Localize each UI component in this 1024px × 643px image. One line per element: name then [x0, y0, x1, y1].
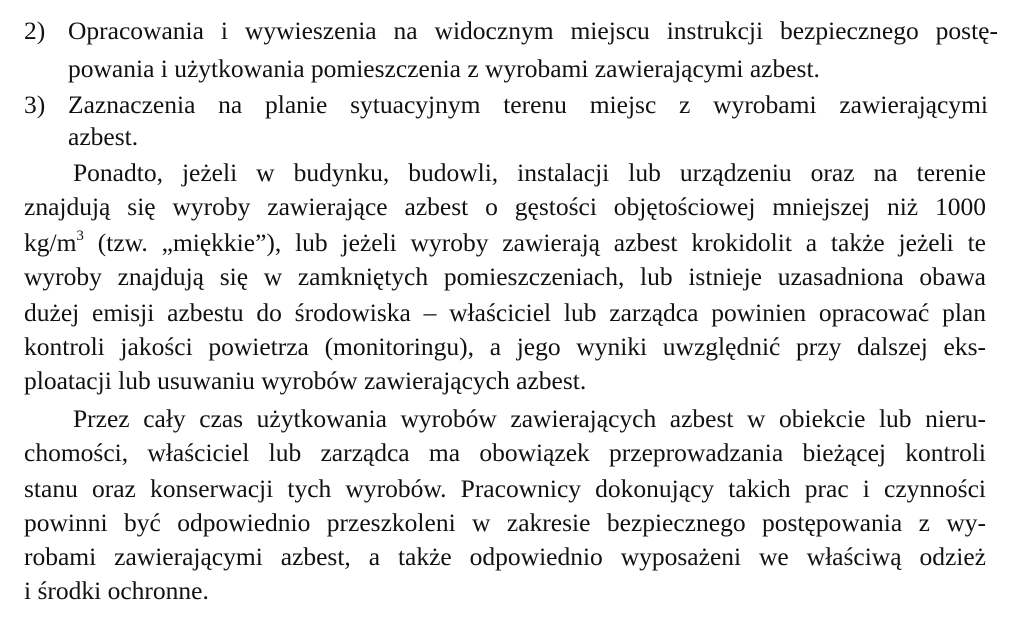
paragraph-text-line: Przez cały czas użytkowania wyrobów zawierających azbest w obiekcie lub nieru-	[73, 404, 986, 433]
list-item-2-continuation	[0, 52, 1024, 86]
unit-base: kg/m	[24, 228, 77, 257]
list-number: 3)	[24, 90, 46, 119]
list-item-2	[0, 14, 1024, 48]
paragraph-text-line: chomości, właściciel lub zarządca ma obowiązek przeprowadzania bieżącej kontroli	[24, 438, 986, 467]
paragraph-1-line	[0, 156, 1024, 190]
paragraph-1-line	[0, 190, 1024, 224]
paragraph-text-line: robami zawierającymi azbest, a także odpowiednio wyposażeni we właściwą odzież	[24, 542, 986, 571]
paragraph-text-line: powinni być odpowiednio przeszkoleni w zakresie bezpiecznego postępowania z wy-	[24, 508, 986, 537]
paragraph-text-line: dużej emisji azbestu do środowiska – właściciel lub zarządca powinien opracować plan	[24, 298, 986, 327]
paragraph-1-line	[0, 364, 1024, 398]
paragraph-1-line	[0, 226, 1024, 260]
unit-exponent: 3	[76, 228, 84, 244]
list-number: 2)	[24, 16, 46, 45]
paragraph-text-line: wyroby znajdują się w zamkniętych pomieszczeniach, lub istnieje uzasadniona obawa	[24, 262, 986, 291]
paragraph-2-line	[0, 436, 1024, 470]
list-item-text-line: Opracowania i wywieszenia na widocznym miejscu instrukcji bezpiecznego postę-	[68, 16, 998, 45]
paragraph-2-line	[0, 402, 1024, 436]
paragraph-text-fragment: (tzw. „miękkie”), lub jeżeli wyroby zawierają azbest krokidolit a także jeżeli te	[83, 228, 986, 257]
paragraph-1-line	[0, 330, 1024, 364]
paragraph-1-line	[0, 296, 1024, 330]
list-item-3-continuation	[0, 120, 1024, 154]
paragraph-text-line: kontroli jakości powietrza (monitoringu), a jego wyniki uwzględnić przy dalszej eks-	[24, 332, 986, 361]
list-item-3	[0, 88, 1024, 122]
paragraph-text-line: ploatacji lub usuwaniu wyrobów zawierających azbest.	[24, 366, 587, 395]
paragraph-2-line	[0, 540, 1024, 574]
paragraph-text-line: znajdują się wyroby zawierające azbest o gęstości objętościowej mniejszej niż 1000	[24, 192, 986, 221]
paragraph-2-line	[0, 574, 1024, 608]
paragraph-text-line: stanu oraz konserwacji tych wyrobów. Pracownicy dokonujący takich prac i czynności	[24, 474, 986, 503]
list-item-text-line: azbest.	[68, 122, 139, 151]
list-item-text-line: powania i użytkowania pomieszczenia z wyrobami zawierającymi azbest.	[68, 54, 820, 83]
paragraph-text-line: i środki ochronne.	[24, 576, 209, 605]
paragraph-text-line: Ponadto, jeżeli w budynku, budowli, instalacji lub urządzeniu oraz na terenie	[73, 158, 986, 187]
paragraph-2-line	[0, 472, 1024, 506]
list-item-text-line: Zaznaczenia na planie sytuacyjnym terenu miejsc z wyrobami zawierającymi	[68, 90, 988, 119]
paragraph-2-line	[0, 506, 1024, 540]
paragraph-1-line	[0, 260, 1024, 294]
paragraph-text-line-with-unit	[24, 226, 986, 260]
